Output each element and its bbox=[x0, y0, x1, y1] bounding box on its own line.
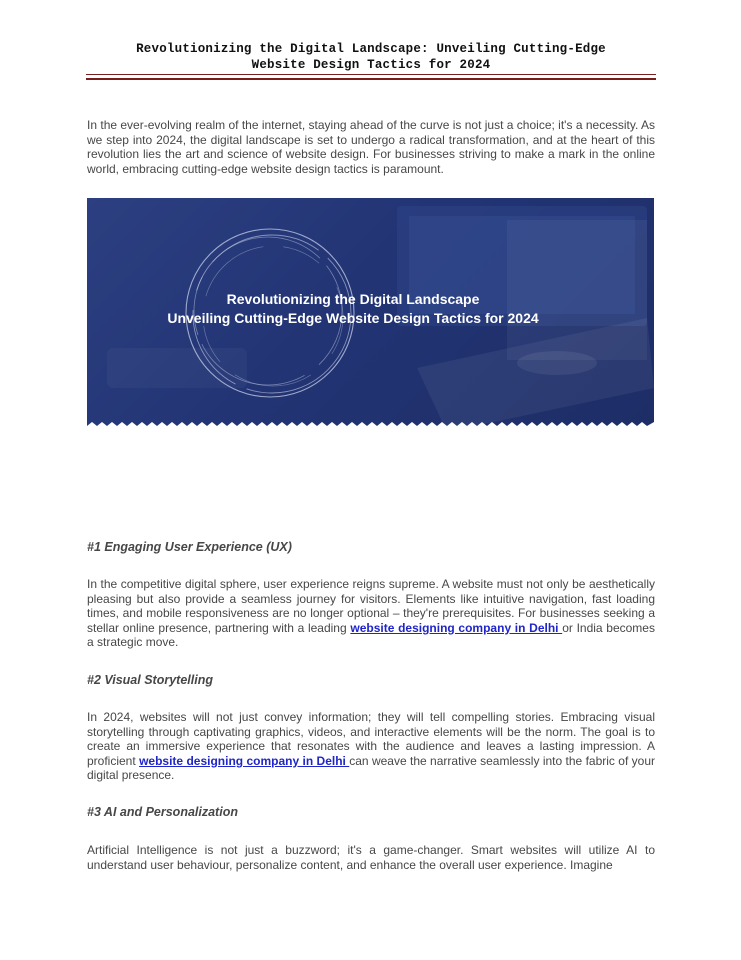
section-text-ux: In the competitive digital sphere, user experience reigns supreme. A website must not only be aesthetically pleasing but also provide a seamless journey for visitors. Elements like intuitive navigation, fast loading times, and mobile responsiveness are no longer optional – they're prerequisites. For businesses seeking a stellar online presence, partnering with a leading bbox=[87, 577, 655, 635]
section-paragraph-ux bbox=[87, 577, 655, 650]
section-paragraph-ai-personalization: Artificial Intelligence is not just a buzzword; it's a game-changer. Smart websites will utilize AI to understand user behaviour, personalize content, and enhance the overall user experience. Imagine bbox=[87, 843, 655, 872]
section-paragraph-visual-storytelling bbox=[87, 710, 655, 783]
title-rule-thin bbox=[86, 74, 656, 75]
banner-title-line-2: Unveiling Cutting-Edge Website Design Tactics for 2024 bbox=[167, 310, 539, 326]
banner-title-line-1: Revolutionizing the Digital Landscape bbox=[226, 291, 480, 307]
section-text-ux-end: or India becomes a strategic move. bbox=[87, 620, 655, 650]
banner-title bbox=[87, 290, 619, 328]
title-rule-thick bbox=[86, 78, 656, 80]
intro-paragraph: In the ever-evolving realm of the internet, staying ahead of the curve is not just a choice; it's a necessity. As we step into 2024, the digital landscape is set to undergo a radical transformation, and at the heart of this revolution lies the art and science of website design. For businesses striving to make a mark in the online world, embracing cutting-edge website design tactics is paramount. bbox=[87, 118, 655, 176]
section-text-visual-end: can weave the narrative seamlessly into the fabric of your digital presence. bbox=[87, 753, 655, 783]
page-title-line-2: Website Design Tactics for 2024 bbox=[251, 58, 491, 72]
section-heading-ai-personalization: #3 AI and Personalization bbox=[87, 805, 238, 819]
section-heading-visual-storytelling: #2 Visual Storytelling bbox=[87, 673, 213, 687]
section-heading-ux: #1 Engaging User Experience (UX) bbox=[87, 540, 292, 554]
hero-banner-image bbox=[87, 198, 654, 432]
website-designing-company-link[interactable]: website designing company in Delhi bbox=[139, 753, 350, 768]
page-title bbox=[86, 41, 656, 73]
section-text-visual: In 2024, websites will not just convey information; they will tell compelling stories. Embracing visual storytelling through captivating graphics, videos, and interactive elements will be the norm. The goal is to create an immersive experience that resonates with the audience and leaves a lasting impression. A proficient bbox=[87, 710, 655, 768]
website-designing-company-link[interactable]: website designing company in Delhi bbox=[350, 620, 563, 635]
page-title-line-1: Revolutionizing the Digital Landscape: Unveiling Cutting-Edge bbox=[136, 42, 606, 56]
